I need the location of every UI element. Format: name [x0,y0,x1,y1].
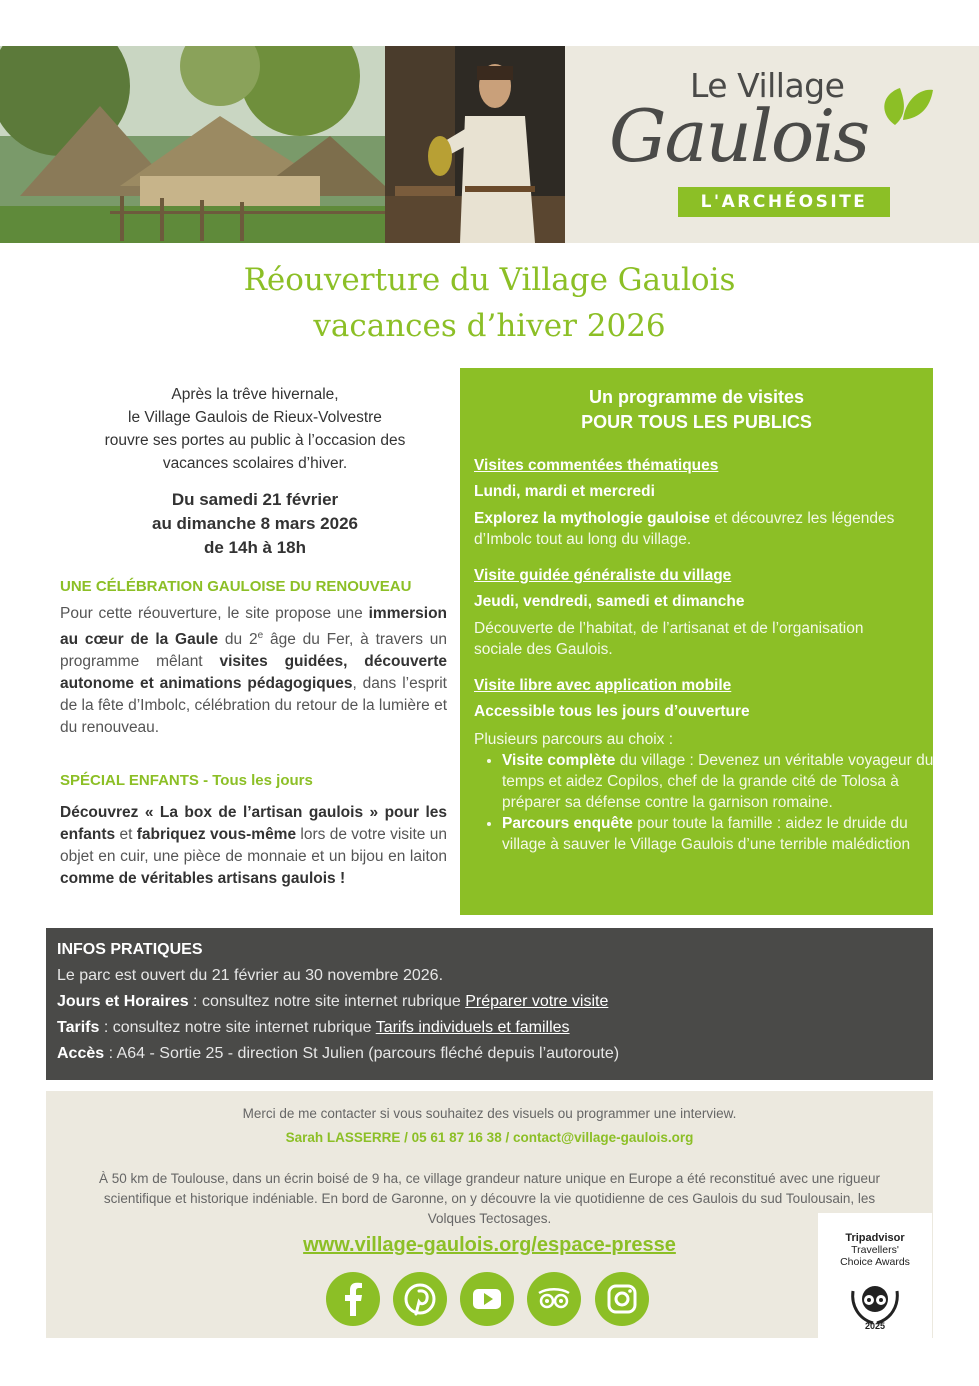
programme-box [460,368,933,915]
leaf-icon [875,80,935,130]
intro-text [60,383,450,475]
village-huts-photo [0,46,385,243]
page-title-line-2: vacances d’hiver 2026 [313,308,666,344]
village-description: À 50 km de Toulouse, dans un écrin boisé de 9 ha, ce village grandeur nature unique en Europe a été reconstitué avec une rigueur scientifique et historique indéniable. En bord de Garonne, on y découvre la vie quotidienne de ces Gaulois du sud Toulousain, les Volques Tectosages. [98,1171,881,1226]
access-line: Accès : A64 - Sortie 25 - direction St Julien (parcours fléché depuis l’autoroute) [57,1045,620,1062]
visit-app-heading: Visite libre avec application mobile [474,677,732,694]
programme-title: Un programme de visites POUR TOUS LES PUBLICS [581,387,812,432]
contact-details[interactable]: Sarah LASSERRE / 05 61 87 16 38 / contact@village-gaulois.org [285,1130,694,1145]
park-opening-line: Le parc est ouvert du 21 février au 30 novembre 2026. [57,967,444,984]
opening-dates [60,488,450,560]
logo-line-1: Le Village [690,66,845,105]
dates-line: Du samedi 21 février [171,490,339,509]
list-item: • Parcours enquête pour toute la famille : aidez le druide du village à sauver le Village Gaulois d’une terrible malédiction [502,813,942,855]
tripadvisor-award-badge [818,1213,932,1338]
logo [565,46,979,243]
celebration-text: Pour cette réouverture, le site propose une immersion au cœur de la Gaule du 2e âge du Fer, à travers un programme mêlant visites guidées, découverte autonome et animations pédagogiques, dans l’esprit de la fête d’Imbolc, célébration du retour de la lumière et du renouveau. [60,605,448,737]
dates-line: de 14h à 18h [203,538,307,557]
visit-guided-text: Découverte de l’habitat, de l’artisanat et de l’organisation sociale des Gaulois. [474,620,864,658]
visit-guided-heading: Visite guidée généraliste du village [474,567,732,584]
pinterest-icon[interactable] [393,1272,447,1326]
intro-line: Après la trêve hivernale, [171,386,339,403]
youtube-icon[interactable] [460,1272,514,1326]
visit-themed-heading: Visites commentées thématiques [474,457,719,474]
intro-line: le Village Gaulois de Rieux-Volvestre [128,409,382,426]
visit-app-days: Accessible tous les jours d’ouverture [474,703,750,720]
list-item: • Visite complète du village : Devenez un véritable voyageur du temps et aidez Copilos, chef de la grande cité de Tolosa à préparer sa défense contre la garnison romaine. [502,750,942,813]
artisan-photo [385,46,565,243]
visit-app-intro: Plusieurs parcours au choix : [474,731,674,748]
visit-themed-text: Explorez la mythologie gauloise et découvrez les légendes d’Imbolc tout au long du village. [474,510,895,548]
hours-line: Jours et Horaires : consultez notre site internet rubrique Préparer votre visite [57,993,609,1010]
prices-link[interactable]: Tarifs individuels et familles [375,1019,570,1036]
facebook-icon[interactable] [326,1272,380,1326]
visit-guided-days: Jeudi, vendredi, samedi et dimanche [474,593,745,610]
logo-tagline: L'ARCHÉOSITE [678,187,890,217]
owl-laurel-icon [845,1271,905,1331]
practical-info-heading: INFOS PRATIQUES [57,941,203,958]
celebration-heading: UNE CÉLÉBRATION GAULOISE DU RENOUVEAU [60,578,412,595]
award-text: Tripadvisor Travellers' Choice Awards [840,1232,910,1268]
kids-heading: SPÉCIAL ENFANTS - Tous les jours [60,772,313,789]
prepare-visit-link[interactable]: Préparer votre visite [465,993,609,1010]
award-year: 2025 [864,1321,886,1331]
visit-app-list [474,750,942,855]
dates-line: au dimanche 8 mars 2026 [151,514,358,533]
instagram-icon[interactable] [595,1272,649,1326]
intro-line: vacances scolaires d’hiver. [162,455,348,472]
kids-text: Découvrez « La box de l’artisan gaulois » pour les enfants et fabriquez vous-même lors de votre visite un objet en cuir, une pièce de monnaie et un bijou en laiton comme de véritables artisans gaulois ! [60,804,447,887]
prices-line: Tarifs : consultez notre site internet rubrique Tarifs individuels et familles [57,1019,570,1036]
intro-line: rouvre ses portes au public à l’occasion des [104,432,406,449]
logo-line-2: Gaulois [609,94,869,178]
press-url-link[interactable]: www.village-gaulois.org/espace-presse [303,1234,676,1256]
tripadvisor-icon[interactable] [527,1272,581,1326]
contact-request: Merci de me contacter si vous souhaitez des visuels ou programmer une interview. [242,1106,737,1121]
visit-themed-days: Lundi, mardi et mercredi [474,483,655,500]
practical-info [46,928,933,1080]
page-title-line-1: Réouverture du Village Gaulois [243,262,736,298]
